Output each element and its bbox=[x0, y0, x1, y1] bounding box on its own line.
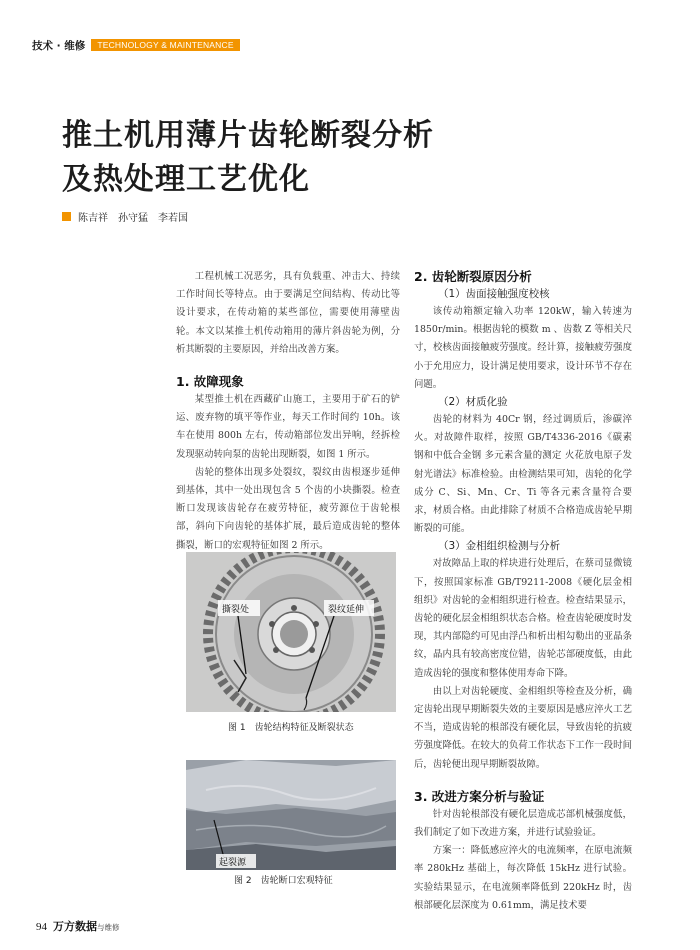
figure-2-caption: 图 2 齿轮断口宏观特征 bbox=[234, 876, 333, 886]
title-line-2: 及热处理工艺优化 bbox=[62, 162, 310, 197]
author-name: 孙守猛 bbox=[118, 213, 148, 224]
figure-2-fracture-photo bbox=[186, 760, 396, 870]
body-paragraph: 齿轮的材料为 40Cr 钢，经过调质后，渗碳淬火。对故障件取样，按照 GB/T4336-2016《碳素钢和中低合金钢 多元素含量的测定 火花放电原子发射光谱法》标准检验。由检测结果可知，齿轮的化学成分 C、Si、Mn、Cr、Ti 等各元素含量符合要求，材质合格。由此排除了材质不合格造成齿轮早期断裂的可能。 bbox=[414, 414, 632, 535]
section-1-heading: 1. 故障现象 bbox=[176, 374, 244, 390]
author-list bbox=[62, 209, 198, 224]
figure-1-gear-photo bbox=[186, 552, 396, 712]
title-line-1: 推土机用薄片齿轮断裂分析 bbox=[62, 118, 434, 153]
section-label: 技术 · 维修 bbox=[32, 39, 86, 52]
fig2-label-origin: 起裂源 bbox=[219, 858, 247, 868]
subsection-2-1-heading: （1）齿面接触强度校核 bbox=[438, 288, 550, 300]
body-paragraph: 针对齿轮根部没有硬化层造成芯部机械强度低，我们制定了如下改进方案，并进行试验验证。 bbox=[414, 808, 632, 839]
article-title bbox=[62, 114, 434, 202]
fracture-illustration bbox=[186, 760, 396, 870]
section-header bbox=[32, 38, 240, 52]
section-3-heading: 3. 改进方案分析与验证 bbox=[414, 788, 545, 804]
section-2-heading: 2. 齿轮断裂原因分析 bbox=[414, 269, 532, 284]
body-paragraph: 某型推土机在西藏矿山施工，主要用于矿石的铲运、废弃物的填平等作业，每天工作时间约 10h。该车在使用 800h 左右，传动箱部位发出异响，经拆检发现驱动转向泵的齿轮出现断裂，如图 1 所示。 bbox=[176, 394, 400, 460]
body-paragraph: 该传动箱额定输入功率 120kW，输入转速为 1850r/min。根据齿轮的模数 m 、齿数 Z 等相关尺寸，校核齿面接触疲劳强度。经计算，接触疲劳强度小于允用应力，设计满足使用要求，设计环节不存在问题。 bbox=[414, 306, 632, 390]
body-paragraph: 对故障品上取的样块进行处理后，在蔡司显微镜下，按照国家标准 GB/T9211-2008《硬化层金相组织》对齿轮的金相组织进行检查。检查结果显示，齿轮的硬化层金相组织状态合格。检查齿轮硬度时发现，其内部隐约可见由浮凸和析出相勾勒出的亚晶条纹，晶内具有较高密度位错，齿轮芯部硬度低，由此造成齿轮的强度和整体使用寿命下降。 bbox=[414, 558, 632, 679]
magazine-suffix: 与维修 bbox=[97, 923, 120, 932]
subsection-2-2-heading: （2）材质化验 bbox=[438, 396, 508, 409]
body-paragraph: 由以上对齿轮硬度、金相组织等检查及分析，确定齿轮出现早期断裂失效的主要原因是感应淬火工艺不当，造成齿轮的根部没有硬化层，导致齿轮的抗疲劳强度降低。在较大的负荷工作状态下工作一段时间后，齿轮便出现早期断裂故障。 bbox=[414, 685, 632, 770]
page-footer bbox=[36, 918, 120, 934]
author-marker bbox=[62, 212, 71, 221]
left-column bbox=[176, 268, 400, 555]
subsection-2-3-heading: （3）金相组织检测与分析 bbox=[438, 540, 561, 553]
intro-paragraph: 工程机械工况恶劣，具有负载重、冲击大、持续工作时间长等特点。由于要满足空间结构、传动比等设计要求，在传动箱的某些部位，需要使用薄壁齿轮。本文以某推土机传动箱用的薄片斜齿轮为例，分析其断裂的主要原因，并给出改善方案。 bbox=[176, 271, 400, 355]
fig1-label-tear: 撕裂处 bbox=[222, 605, 250, 615]
figure-1-caption: 图 1 齿轮结构特征及断裂状态 bbox=[228, 723, 354, 733]
body-paragraph: 齿轮的整体出现多处裂纹，裂纹由齿根逐步延伸到基体，其中一处出现包含 5 个齿的小块撕裂。检查断口发现该齿轮存在疲劳特征，疲劳源位于齿轮根部，斜向下向齿轮的基体扩展，最后造成齿轮的整体撕裂，断口的宏观特征如图 2 所示。 bbox=[176, 466, 400, 551]
body-paragraph: 方案一：降低感应淬火的电流频率，在原电流频率 280kHz 基础上，每次降低 15kHz 进行试验。实验结果显示，在电流频率降低到 220kHz 时，齿根部硬化层深度为 0.61mm，满足技术要 bbox=[414, 845, 632, 911]
author-name: 陈吉祥 bbox=[78, 213, 108, 224]
section-label-en: TECHNOLOGY & MAINTENANCE bbox=[91, 39, 239, 51]
page-number: 94 bbox=[36, 921, 47, 933]
author-name: 李若国 bbox=[158, 213, 188, 224]
magazine-name: 万方数据 bbox=[53, 920, 97, 933]
gear-illustration bbox=[186, 552, 396, 712]
right-column bbox=[414, 268, 632, 915]
fig1-label-crack: 裂纹延伸 bbox=[328, 605, 365, 615]
